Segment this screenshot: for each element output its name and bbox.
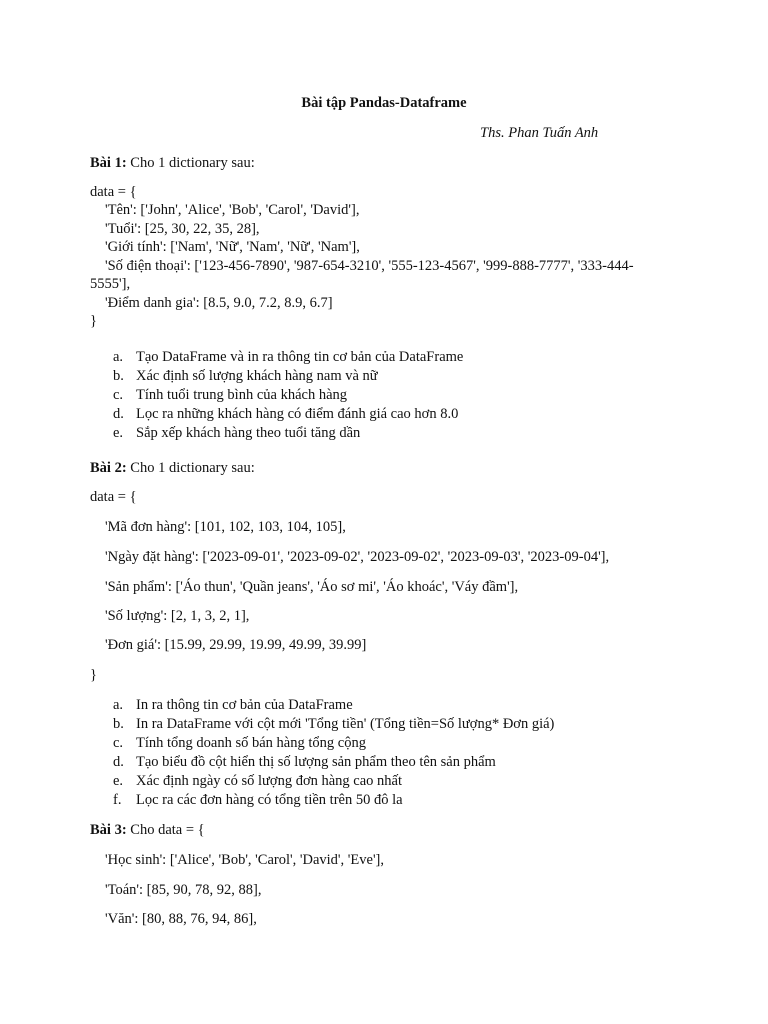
list-marker: e. <box>113 425 124 441</box>
list-marker: c. <box>113 387 124 403</box>
exercise-2-heading <box>90 459 255 477</box>
code-line: 'Mã đơn hàng': [101, 102, 103, 104, 105], <box>105 519 346 535</box>
task-text: Tạo biểu đồ cột hiển thị số lượng sản phẩm theo tên sản phẩm <box>136 754 496 770</box>
task-text: In ra DataFrame với cột mới 'Tổng tiền' (Tổng tiền=Số lượng* Đơn giá) <box>136 716 555 732</box>
list-marker: d. <box>113 406 124 422</box>
code-line: 'Giới tính': ['Nam', 'Nữ', 'Nam', 'Nữ', 'Nam'], <box>105 239 360 255</box>
task-text: Tính tổng doanh số bán hàng tổng cộng <box>136 735 366 751</box>
task-text: Tạo DataFrame và in ra thông tin cơ bản của DataFrame <box>136 349 464 365</box>
task-text: Xác định ngày có số lượng đơn hàng cao nhất <box>136 773 403 789</box>
list-marker: d. <box>113 754 124 770</box>
page-title: Bài tập Pandas-Dataframe <box>301 95 467 111</box>
code-line: } <box>90 313 97 329</box>
code-line: data = { <box>90 184 137 200</box>
list-marker: b. <box>113 716 124 732</box>
list-marker: f. <box>113 792 122 808</box>
list-marker: a. <box>113 697 124 713</box>
task-text: Xác định số lượng khách hàng nam và nữ <box>136 368 378 384</box>
exercise-1-label: Bài 1: <box>90 155 127 171</box>
code-line: } <box>90 667 97 683</box>
code-line: 5555'], <box>90 276 131 292</box>
list-marker: a. <box>113 349 124 365</box>
exercise-3-label: Bài 3: <box>90 822 127 838</box>
task-text: Lọc ra các đơn hàng có tổng tiền trên 50 đô la <box>136 792 403 808</box>
code-line: 'Ngày đặt hàng': ['2023-09-01', '2023-09-02', '2023-09-02', '2023-09-03', '2023-09-04'], <box>105 549 610 565</box>
list-marker: c. <box>113 735 124 751</box>
exercise-2-intro: Cho 1 dictionary sau: <box>126 460 255 476</box>
code-line: 'Số điện thoại': ['123-456-7890', '987-654-3210', '555-123-4567', '999-888-7777', '333-444- <box>105 258 634 274</box>
code-line: 'Văn': [80, 88, 76, 94, 86], <box>105 911 257 927</box>
task-text: Lọc ra những khách hàng có điểm đánh giá cao hơn 8.0 <box>136 406 459 422</box>
list-marker: b. <box>113 368 124 384</box>
code-line: 'Toán': [85, 90, 78, 92, 88], <box>105 882 262 898</box>
task-text: Sắp xếp khách hàng theo tuổi tăng dần <box>136 425 361 441</box>
list-marker: e. <box>113 773 124 789</box>
code-line: 'Tên': ['John', 'Alice', 'Bob', 'Carol', 'David'], <box>105 202 360 218</box>
code-line: data = { <box>90 489 137 505</box>
exercise-1-heading <box>90 154 255 172</box>
code-line: 'Điểm danh gia': [8.5, 9.0, 7.2, 8.9, 6.7] <box>105 295 333 311</box>
author-name: Ths. Phan Tuấn Anh <box>480 125 599 141</box>
task-text: Tính tuổi trung bình của khách hàng <box>136 387 348 403</box>
exercise-1-intro: Cho 1 dictionary sau: <box>126 155 255 171</box>
code-line: 'Đơn giá': [15.99, 29.99, 19.99, 49.99, 39.99] <box>105 637 367 653</box>
code-line: 'Học sinh': ['Alice', 'Bob', 'Carol', 'David', 'Eve'], <box>105 852 385 868</box>
exercise-2-label: Bài 2: <box>90 460 127 476</box>
task-text: In ra thông tin cơ bản của DataFrame <box>136 697 353 713</box>
code-line: 'Sản phẩm': ['Áo thun', 'Quần jeans', 'Áo sơ mi', 'Áo khoác', 'Váy đầm'], <box>105 579 519 595</box>
exercise-3-heading <box>90 821 205 839</box>
code-line: 'Số lượng': [2, 1, 3, 2, 1], <box>105 608 250 624</box>
exercise-3-intro: Cho data = { <box>126 822 205 838</box>
code-line: 'Tuổi': [25, 30, 22, 35, 28], <box>105 221 260 237</box>
